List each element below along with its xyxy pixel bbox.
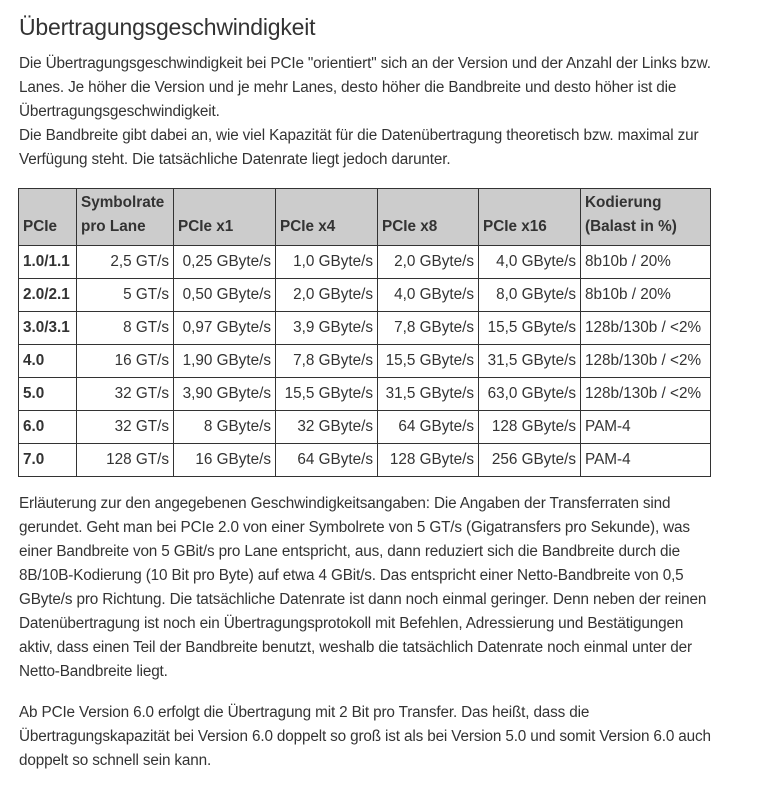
version-cell: 7.0 xyxy=(19,444,77,477)
closing-paragraph xyxy=(19,701,769,773)
encoding-cell: PAM-4 xyxy=(581,444,711,477)
value-cell: 2,0 GByte/s xyxy=(378,246,479,279)
column-header-text: Symbolrate xyxy=(81,194,165,211)
text-line: einer Bandbreite von 5 GBit/s pro Lane entspricht, aus, dann reduziert sich die Bandbreite durch die xyxy=(19,543,681,560)
version-cell: 5.0 xyxy=(19,378,77,411)
version-cell: 2.0/2.1 xyxy=(19,279,77,312)
version-cell: 3.0/3.1 xyxy=(19,312,77,345)
explanation-paragraph xyxy=(19,492,769,684)
text-line: GByte/s pro Richtung. Die tatsächliche Datenrate ist dann noch einmal geringer. Denn neben der reinen xyxy=(19,591,707,608)
value-cell: 256 GByte/s xyxy=(479,444,581,477)
value-cell: 0,25 GByte/s xyxy=(174,246,276,279)
table-row xyxy=(19,312,711,345)
text-line: Datenübertragung ist noch ein Übertragungsprotokoll mit Befehlen, Adressierung und Bestätigungen xyxy=(19,615,684,632)
value-cell: 2,0 GByte/s xyxy=(276,279,378,312)
intro-paragraph xyxy=(19,52,769,172)
section-title: Übertragungsgeschwindigkeit xyxy=(19,14,316,40)
text-line: Netto-Bandbreite liegt. xyxy=(19,663,168,680)
value-cell: 64 GByte/s xyxy=(378,411,479,444)
encoding-cell: 8b10b / 20% xyxy=(581,279,711,312)
encoding-cell: 8b10b / 20% xyxy=(581,246,711,279)
value-cell: 1,90 GByte/s xyxy=(174,345,276,378)
column-header-text: pro Lane xyxy=(81,218,146,235)
value-cell: 128 GByte/s xyxy=(378,444,479,477)
column-header xyxy=(77,189,174,246)
value-cell: 1,0 GByte/s xyxy=(276,246,378,279)
encoding-cell: 128b/130b / <2% xyxy=(581,345,711,378)
text-line: doppelt so schnell sein kann. xyxy=(19,752,212,769)
value-cell: 2,5 GT/s xyxy=(77,246,174,279)
column-header xyxy=(378,189,479,246)
column-header-text: Kodierung xyxy=(585,194,662,211)
column-header-text: (Balast in %) xyxy=(585,218,677,235)
text-line: Übertragungskapazität bei Version 6.0 doppelt so groß ist als bei Version 5.0 und somit Version 6.0 auch xyxy=(19,728,711,745)
value-cell: 15,5 GByte/s xyxy=(479,312,581,345)
text-line: 8B/10B-Kodierung (10 Bit pro Byte) auf etwa 4 GBit/s. Das entspricht einer Netto-Bandbreite von 0,5 xyxy=(19,567,684,584)
column-header xyxy=(19,189,77,246)
table-row xyxy=(19,246,711,279)
version-cell: 1.0/1.1 xyxy=(19,246,77,279)
value-cell: 32 GT/s xyxy=(77,411,174,444)
table-row xyxy=(19,345,711,378)
value-cell: 8 GByte/s xyxy=(174,411,276,444)
column-header xyxy=(581,189,711,246)
text-line: Die Bandbreite gibt dabei an, wie viel Kapazität für die Datenübertragung theoretisch bzw. maximal zur xyxy=(19,127,699,144)
table-row xyxy=(19,411,711,444)
value-cell: 32 GT/s xyxy=(77,378,174,411)
text-line: Die Übertragungsgeschwindigkeit bei PCIe "orientiert" sich an der Version und der Anzahl der Links bzw. xyxy=(19,55,711,72)
column-header-text: PCIe x8 xyxy=(382,218,438,235)
value-cell: 5 GT/s xyxy=(77,279,174,312)
column-header-text: PCIe x16 xyxy=(483,218,547,235)
column-header xyxy=(174,189,276,246)
column-header xyxy=(276,189,378,246)
column-header-text: PCIe x1 xyxy=(178,218,234,235)
value-cell: 31,5 GByte/s xyxy=(378,378,479,411)
encoding-cell: PAM-4 xyxy=(581,411,711,444)
value-cell: 16 GT/s xyxy=(77,345,174,378)
value-cell: 32 GByte/s xyxy=(276,411,378,444)
column-header-text: PCIe x4 xyxy=(280,218,336,235)
text-line: Lanes. Je höher die Version und je mehr Lanes, desto höher die Bandbreite und desto höher ist die xyxy=(19,79,677,96)
encoding-cell: 128b/130b / <2% xyxy=(581,378,711,411)
pcie-speed-table xyxy=(18,188,711,477)
value-cell: 7,8 GByte/s xyxy=(276,345,378,378)
value-cell: 4,0 GByte/s xyxy=(378,279,479,312)
text-line: Verfügung steht. Die tatsächliche Datenrate liegt jedoch darunter. xyxy=(19,151,451,168)
value-cell: 16 GByte/s xyxy=(174,444,276,477)
value-cell: 64 GByte/s xyxy=(276,444,378,477)
version-cell: 4.0 xyxy=(19,345,77,378)
text-line: Erläuterung zur den angegebenen Geschwindigkeitsangaben: Die Angaben der Transferraten sind xyxy=(19,495,671,512)
text-line: Übertragungsgeschwindigkeit. xyxy=(19,103,220,120)
text-line: aktiv, dass einen Teil der Bandbreite benutzt, weshalb die tatsächlich Datenrate noch einmal unter der xyxy=(19,639,692,656)
text-line: Ab PCIe Version 6.0 erfolgt die Übertragung mit 2 Bit pro Transfer. Das heißt, dass die xyxy=(19,704,590,721)
value-cell: 8,0 GByte/s xyxy=(479,279,581,312)
encoding-cell: 128b/130b / <2% xyxy=(581,312,711,345)
value-cell: 63,0 GByte/s xyxy=(479,378,581,411)
value-cell: 128 GByte/s xyxy=(479,411,581,444)
table-row xyxy=(19,279,711,312)
value-cell: 3,9 GByte/s xyxy=(276,312,378,345)
value-cell: 7,8 GByte/s xyxy=(378,312,479,345)
value-cell: 3,90 GByte/s xyxy=(174,378,276,411)
value-cell: 128 GT/s xyxy=(77,444,174,477)
value-cell: 4,0 GByte/s xyxy=(479,246,581,279)
text-line: gerundet. Geht man bei PCIe 2.0 von einer Symbolrete von 5 GT/s (Gigatransfers pro Sekunde), was xyxy=(19,519,690,536)
value-cell: 15,5 GByte/s xyxy=(378,345,479,378)
column-header xyxy=(479,189,581,246)
value-cell: 0,50 GByte/s xyxy=(174,279,276,312)
value-cell: 31,5 GByte/s xyxy=(479,345,581,378)
column-header-text: PCIe xyxy=(23,218,58,235)
value-cell: 8 GT/s xyxy=(77,312,174,345)
table-header-row xyxy=(19,189,711,246)
value-cell: 15,5 GByte/s xyxy=(276,378,378,411)
value-cell: 0,97 GByte/s xyxy=(174,312,276,345)
version-cell: 6.0 xyxy=(19,411,77,444)
table-row xyxy=(19,378,711,411)
table-row xyxy=(19,444,711,477)
